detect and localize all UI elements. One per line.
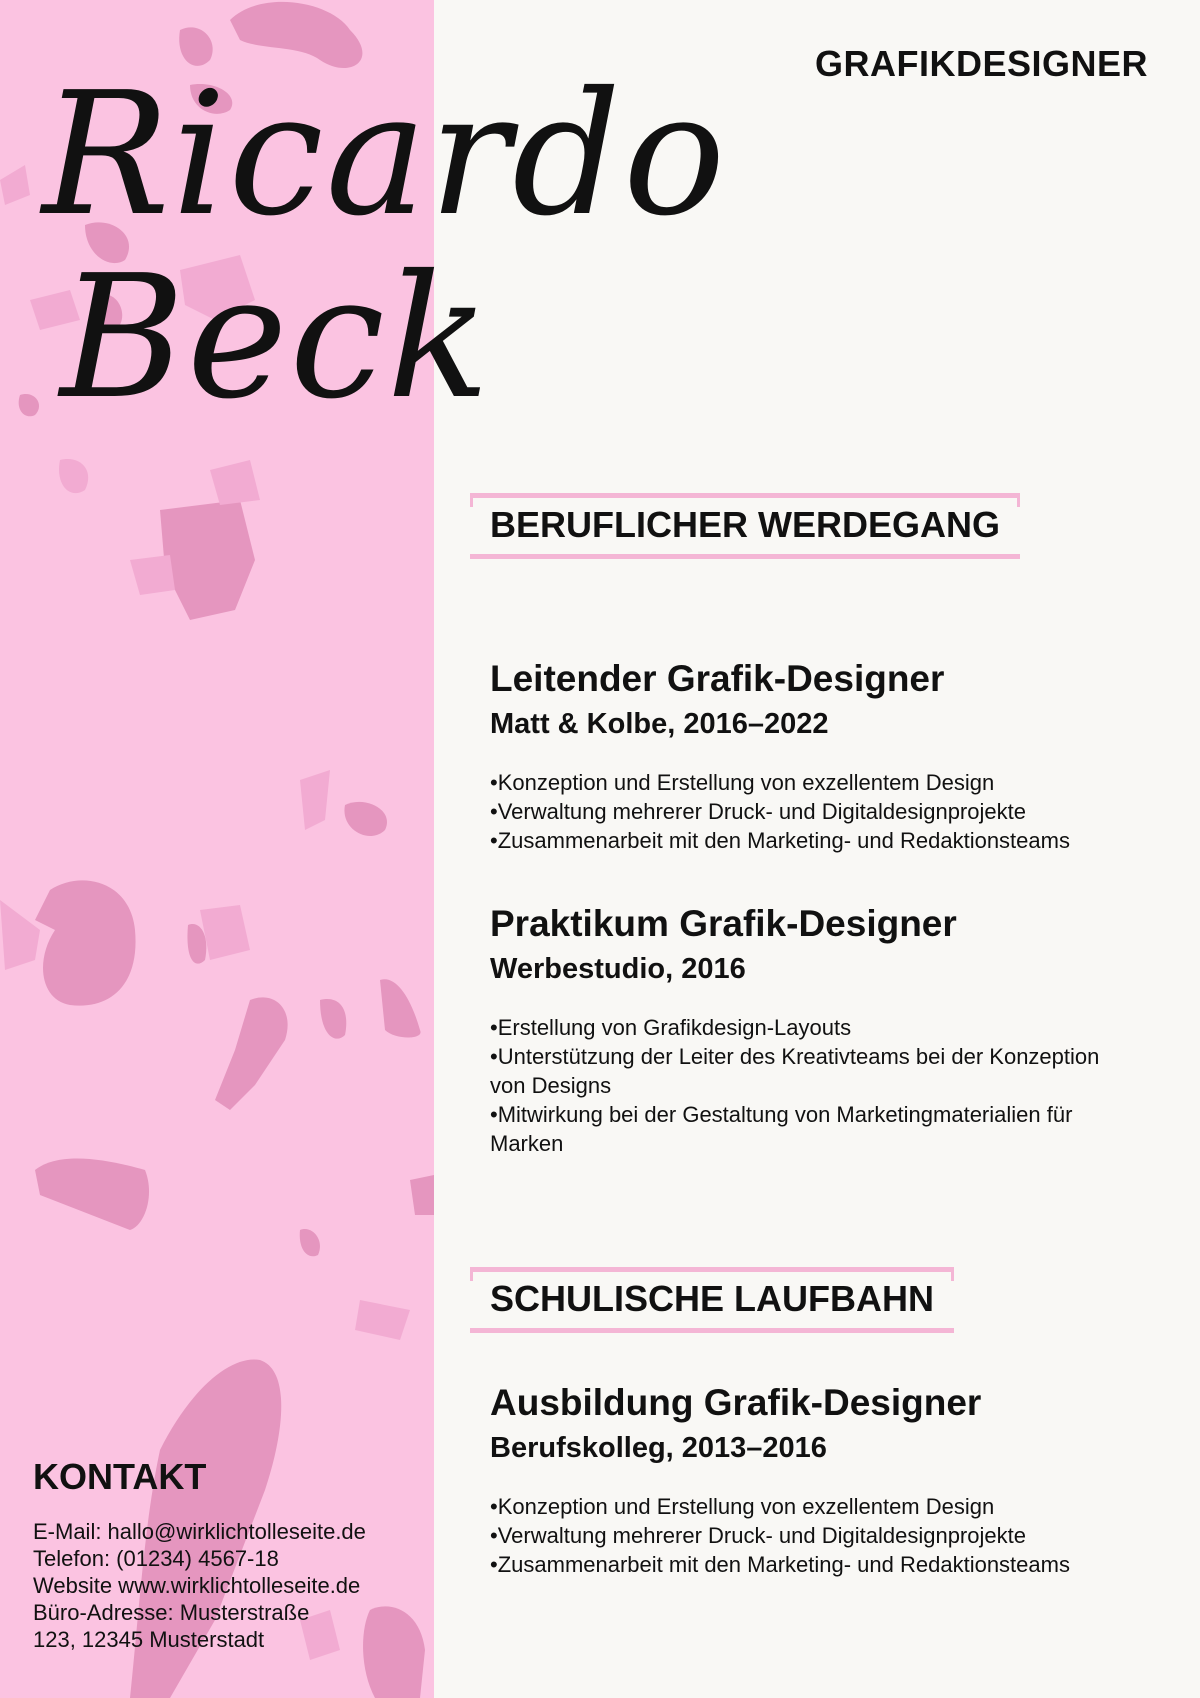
bullet-item: • Konzeption und Erstellung von exzellentem Design — [490, 768, 1130, 797]
experience-heading: BERUFLICHER WERDEGANG — [470, 493, 1020, 559]
bullet-list — [490, 1492, 1130, 1579]
entry-subtitle: Matt & Kolbe, 2016–2022 — [490, 708, 829, 740]
contact-phone[interactable]: Telefon: (01234) 4567-18 — [33, 1546, 279, 1571]
bullet-item: • Zusammenarbeit mit den Marketing- und Redaktionsteams — [490, 826, 1130, 855]
experience-entry-1 — [490, 656, 1130, 855]
last-name: Beck — [60, 239, 492, 437]
entry-subtitle: Berufskolleg, 2013–2016 — [490, 1432, 827, 1464]
bullet-item: • Mitwirkung bei der Gestaltung von Marketingmaterialien für Marken — [490, 1100, 1120, 1158]
contact-website[interactable]: Website www.wirklichtolleseite.de — [33, 1573, 361, 1598]
bullet-list — [490, 1013, 1120, 1158]
contact-heading: KONTAKT — [33, 1456, 207, 1497]
experience-entry-2 — [490, 901, 1130, 1158]
bullet-item: • Konzeption und Erstellung von exzellentem Design — [490, 1492, 1130, 1521]
bullet-list — [490, 768, 1130, 855]
entry-title: Leitender Grafik-Designer — [490, 658, 945, 699]
job-title: GRAFIKDESIGNER — [814, 43, 1148, 84]
contact-email[interactable]: E-Mail: hallo@wirklichtolleseite.de — [33, 1519, 366, 1544]
bullet-item: • Unterstützung der Leiter des Kreativteams bei der Konzeption von Designs — [490, 1042, 1120, 1100]
education-heading: SCHULISCHE LAUFBAHN — [470, 1267, 954, 1333]
entry-title: Ausbildung Grafik-Designer — [490, 1382, 982, 1423]
contact-address-line2: 123, 12345 Musterstadt — [33, 1627, 265, 1652]
entry-title: Praktikum Grafik-Designer — [490, 903, 957, 944]
bullet-item: • Zusammenarbeit mit den Marketing- und Redaktionsteams — [490, 1550, 1130, 1579]
contact-address-line1: Büro-Adresse: Musterstraße — [33, 1600, 310, 1625]
education-entry-1 — [490, 1380, 1130, 1579]
first-name: Ricardo — [42, 56, 728, 254]
entry-subtitle: Werbestudio, 2016 — [490, 953, 746, 985]
bullet-item: • Verwaltung mehrerer Druck- und Digitaldesignprojekte — [490, 797, 1130, 826]
bullet-item: • Verwaltung mehrerer Druck- und Digitaldesignprojekte — [490, 1521, 1130, 1550]
contact-section — [33, 1456, 428, 1653]
bullet-item: • Erstellung von Grafikdesign-Layouts — [490, 1013, 1120, 1042]
